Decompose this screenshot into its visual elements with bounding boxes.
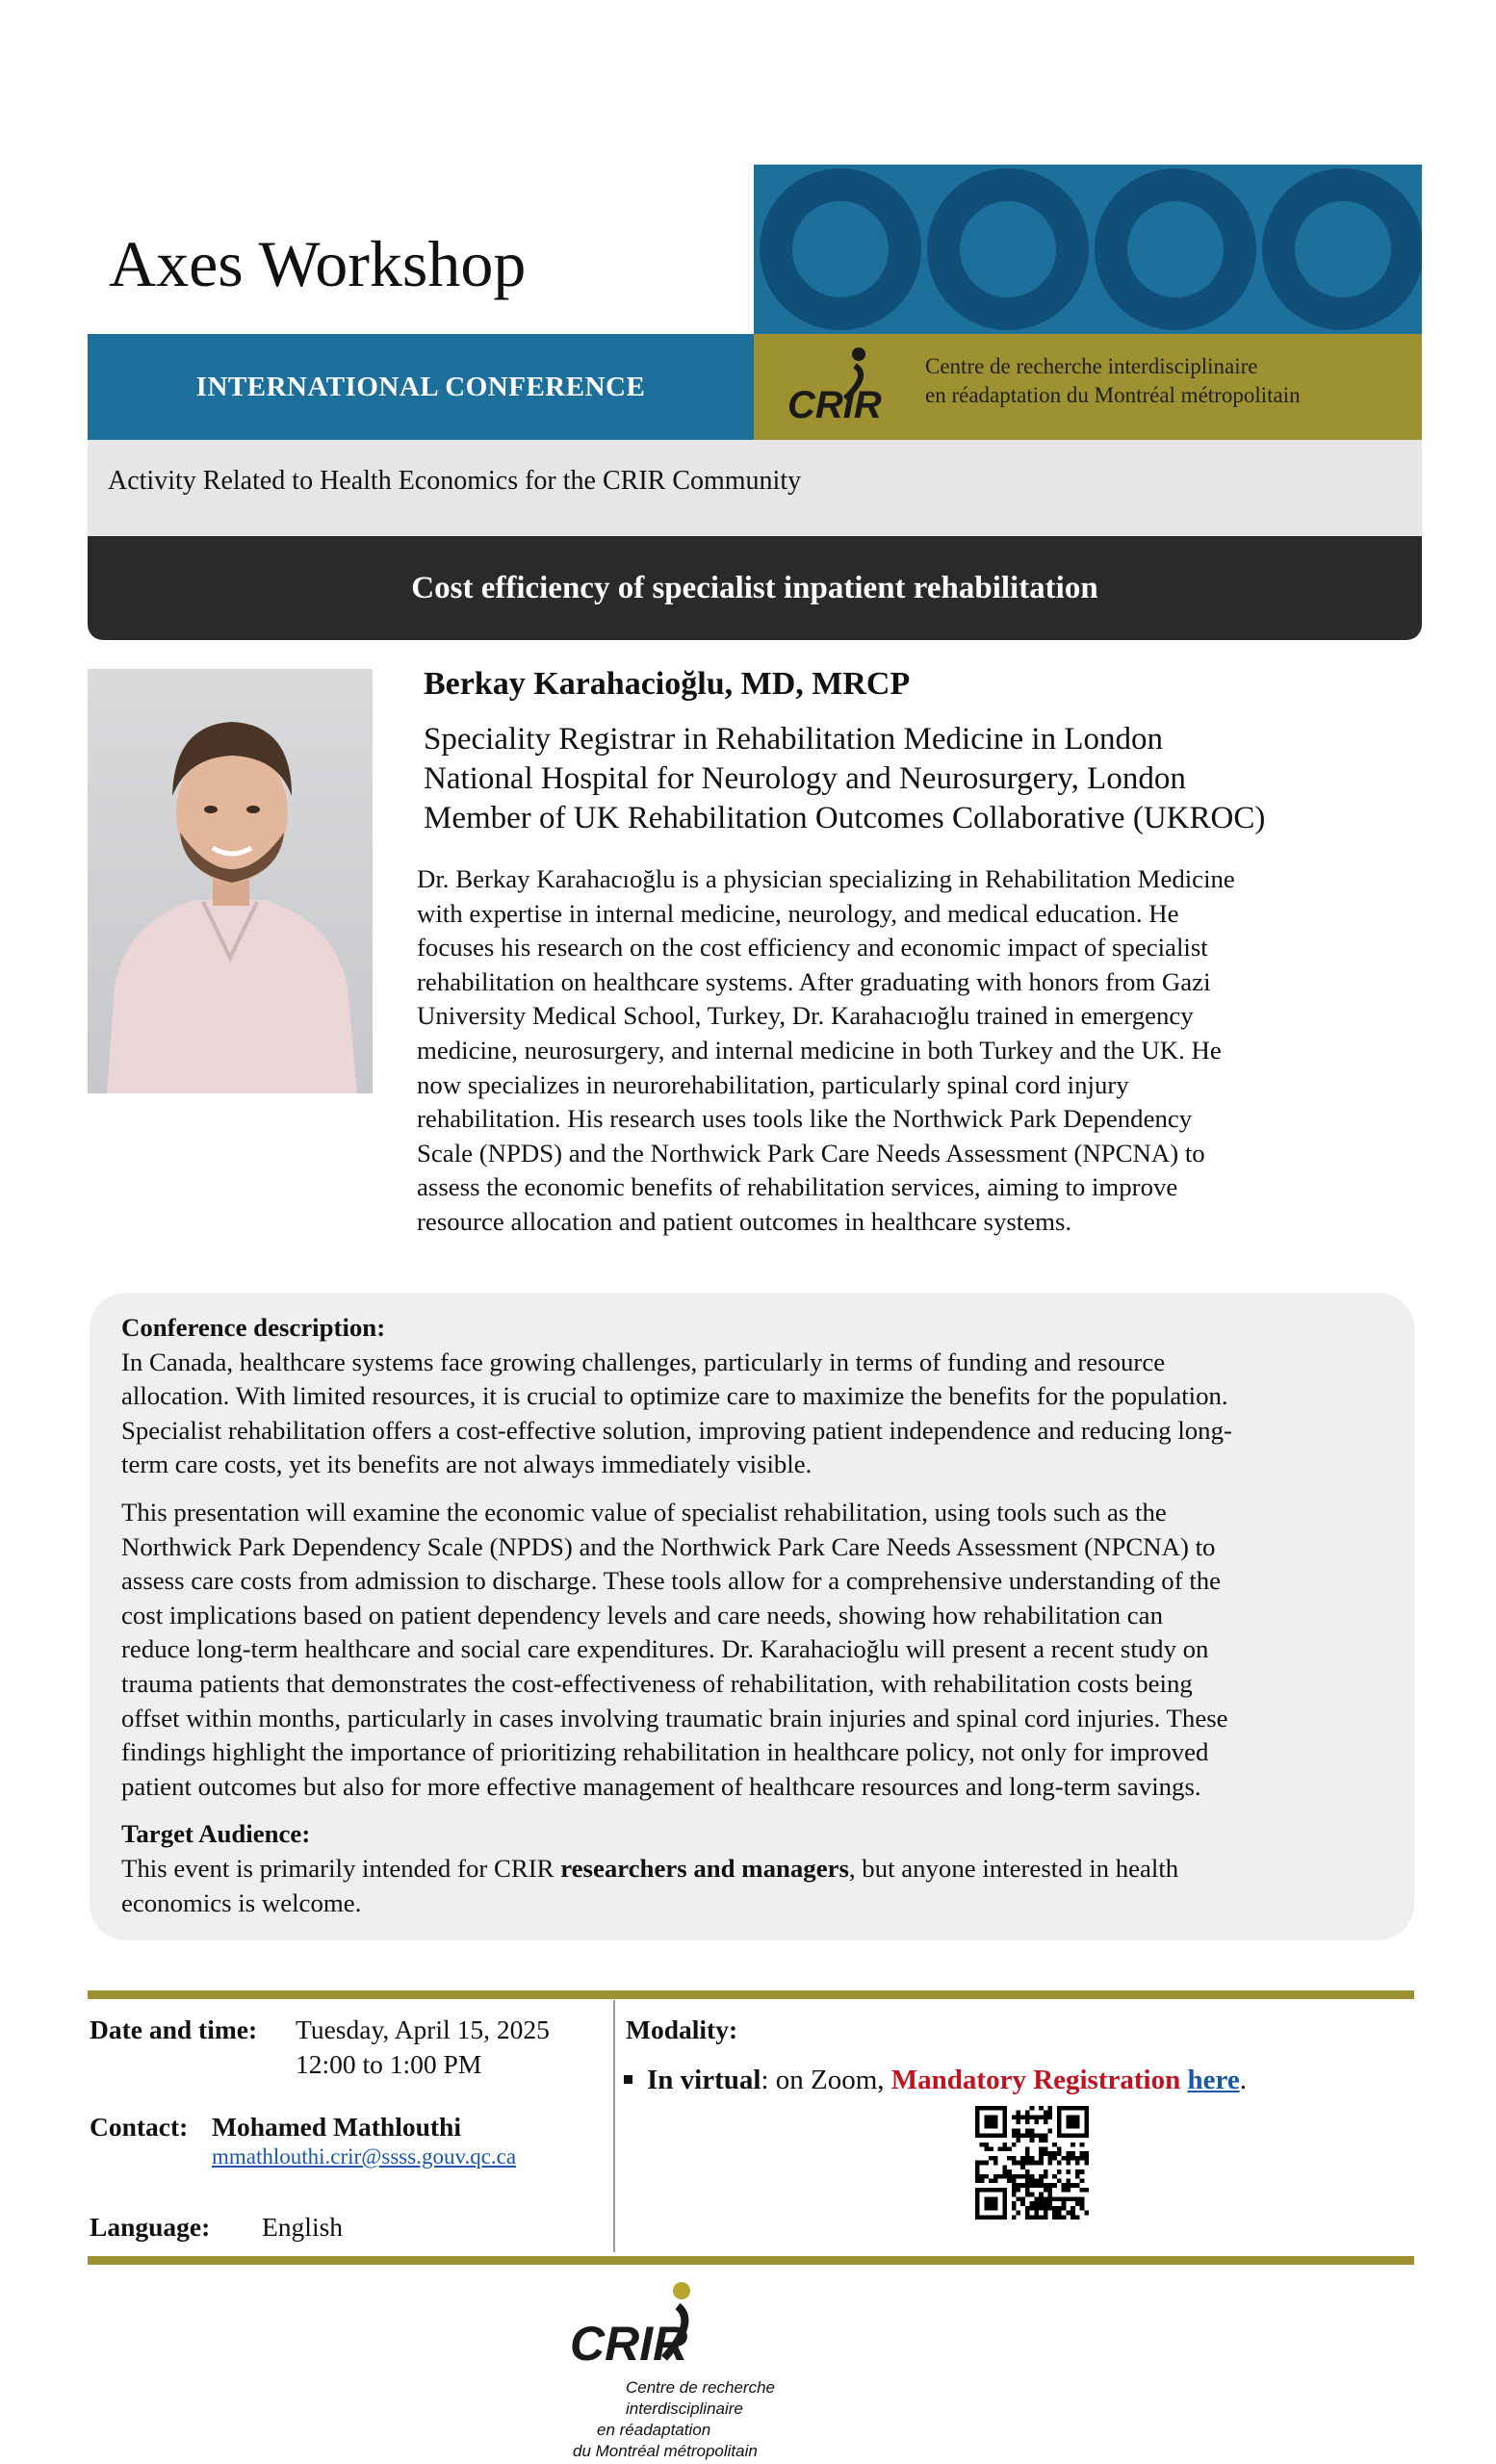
bio-line: with expertise in internal medicine, neurology, and medical education. He — [417, 898, 1179, 928]
event-type-label: INTERNATIONAL CONFERENCE — [195, 371, 646, 402]
description-line: Northwick Park Dependency Scale (NPDS) and the Northwick Park Care Needs Assessment (NPCNA) to — [121, 1531, 1216, 1561]
registration-notice: Mandatory Registration — [890, 2065, 1181, 2095]
description-line: trauma patients that demonstrates the cost-effectiveness of rehabilitation, with rehabilitation costs being — [121, 1668, 1193, 1698]
footer-centre-line: interdisciplinaire — [626, 2400, 743, 2418]
date-value: Tuesday, April 15, 2025 — [296, 2015, 550, 2044]
ring-decoration — [760, 168, 921, 330]
talk-title: Cost efficiency of specialist inpatient rehabilitation — [411, 570, 1098, 605]
description-line: offset within months, particularly in cases involving traumatic brain injuries and spinal cord injuries. These — [121, 1703, 1228, 1732]
centre-name-line2: en réadaptation du Montréal métropolitain — [925, 382, 1301, 407]
description-line: findings highlight the importance of prioritizing rehabilitation in healthcare policy, not only for improved — [121, 1737, 1209, 1767]
bio-line: rehabilitation. His research uses tools like the Northwick Park Dependency — [417, 1104, 1193, 1134]
page-title: Axes Workshop — [109, 227, 527, 300]
speaker-affiliation: National Hospital for Neurology and Neurosurgery, London — [424, 761, 1186, 796]
ring-decoration — [1095, 168, 1256, 330]
footer-centre-line: en réadaptation — [597, 2421, 711, 2439]
audience-heading: Target Audience: — [121, 1819, 311, 1849]
description-line: assess care costs from admission to discharge. These tools allow for a comprehensive understanding of the — [121, 1566, 1222, 1596]
conference-description — [121, 1311, 1407, 1920]
virtual-label: In virtual — [647, 2065, 761, 2095]
crir-footer-logo — [568, 2279, 818, 2462]
ring-decoration — [927, 168, 1089, 330]
centre-name-line1: Centre de recherche interdisciplinaire — [925, 354, 1258, 378]
language-value: English — [262, 2212, 344, 2242]
audience-text-post: , but anyone interested in health — [848, 1853, 1179, 1883]
logo-dot-icon — [673, 2282, 690, 2299]
date-label: Date and time: — [90, 2015, 258, 2044]
description-line: allocation. With limited resources, it is crucial to optimize care to maximize the benefits for the population. — [121, 1381, 1228, 1411]
contact-email-link[interactable]: mmathlouthi.crir@ssss.gouv.qc.ca — [212, 2144, 517, 2169]
activity-subtitle: Activity Related to Health Economics for the CRIR Community — [108, 466, 802, 496]
bottom-divider — [88, 2256, 1414, 2265]
logo-wordmark: CRIR — [787, 384, 882, 426]
footer-centre-line: Centre de recherche — [626, 2378, 775, 2397]
bullet-icon — [624, 2075, 632, 2084]
talk-title-banner — [88, 536, 1422, 640]
bio-line: assess the economic benefits of rehabilitation services, aiming to improve — [417, 1172, 1178, 1202]
audience-text-line2: economics is welcome. — [121, 1887, 362, 1917]
bio-line: now specializes in neurorehabilitation, particularly spinal cord injury — [417, 1069, 1129, 1099]
bio-line: Dr. Berkay Karahacıoğlu is a physician specializing in Rehabilitation Medicine — [417, 864, 1235, 893]
top-divider — [88, 1990, 1414, 1999]
contact-label: Contact: — [90, 2112, 189, 2142]
crir-logo — [787, 343, 893, 429]
virtual-platform: : on Zoom, — [761, 2065, 891, 2095]
footer-centre-line: du Montréal métropolitain — [573, 2442, 758, 2460]
description-line: term care costs, yet its benefits are not always immediately visible. — [121, 1450, 812, 1479]
speaker-name: Berkay Karahacioğlu, MD, MRCP — [424, 666, 911, 702]
bio-line: Scale (NPDS) and the Northwick Park Care Needs Assessment (NPCNA) to — [417, 1138, 1205, 1168]
description-heading: Conference description: — [121, 1313, 386, 1342]
language-label: Language: — [90, 2212, 211, 2242]
description-line: This presentation will examine the economic value of specialist rehabilitation, using tools such as the — [121, 1497, 1167, 1527]
description-line: In Canada, healthcare systems face growing challenges, particularly in terms of funding and resource — [121, 1347, 1166, 1376]
description-line: reduce long-term healthcare and social care expenditures. Dr. Karahacioğlu will present a recent study on — [121, 1634, 1209, 1664]
description-line: patient outcomes but also for more effective management of healthcare resources and long-term savings. — [121, 1771, 1201, 1801]
description-line: Specialist rehabilitation offers a cost-effective solution, improving patient independence and reducing long- — [121, 1415, 1232, 1445]
audience-text — [121, 1852, 1407, 1886]
time-value: 12:00 to 1:00 PM — [296, 2049, 482, 2079]
bio-line: resource allocation and patient outcomes in healthcare systems. — [417, 1206, 1072, 1236]
period: . — [1239, 2065, 1247, 2095]
audience-text-pre: This event is primarily intended for CRIR — [121, 1853, 561, 1883]
description-line: cost implications based on patient dependency levels and care needs, showing how rehabilitation can — [121, 1600, 1163, 1630]
speaker-photo — [88, 669, 373, 1093]
bio-line: University Medical School, Turkey, Dr. Karahacıoğlu trained in emergency — [417, 1001, 1194, 1031]
footer-logo-wordmark: CRIR — [570, 2317, 688, 2371]
centre-name — [925, 352, 1301, 410]
contact-name: Mohamed Mathlouthi — [212, 2112, 461, 2142]
bio-line: focuses his research on the cost efficiency and economic impact of specialist — [417, 933, 1208, 962]
bio-line: rehabilitation on healthcare systems. After graduating with honors from Gazi — [417, 966, 1211, 996]
modality-label: Modality: — [626, 2015, 738, 2044]
registration-link[interactable]: here — [1187, 2065, 1240, 2095]
speaker-role: Speciality Registrar in Rehabilitation Medicine in London — [424, 722, 1164, 757]
decorative-circles-banner — [754, 165, 1422, 334]
column-divider — [613, 2000, 615, 2252]
ring-decoration — [1262, 168, 1422, 330]
virtual-info — [647, 2065, 1247, 2096]
speaker-membership: Member of UK Rehabilitation Outcomes Collaborative (UKROC) — [424, 801, 1266, 835]
qr-code-icon[interactable] — [975, 2106, 1089, 2220]
bio-line: medicine, neurosurgery, and internal medicine in both Turkey and the UK. He — [417, 1035, 1222, 1065]
speaker-bio — [417, 862, 1389, 1240]
logo-dot-icon — [852, 347, 865, 361]
audience-highlight: researchers and managers — [560, 1853, 849, 1883]
